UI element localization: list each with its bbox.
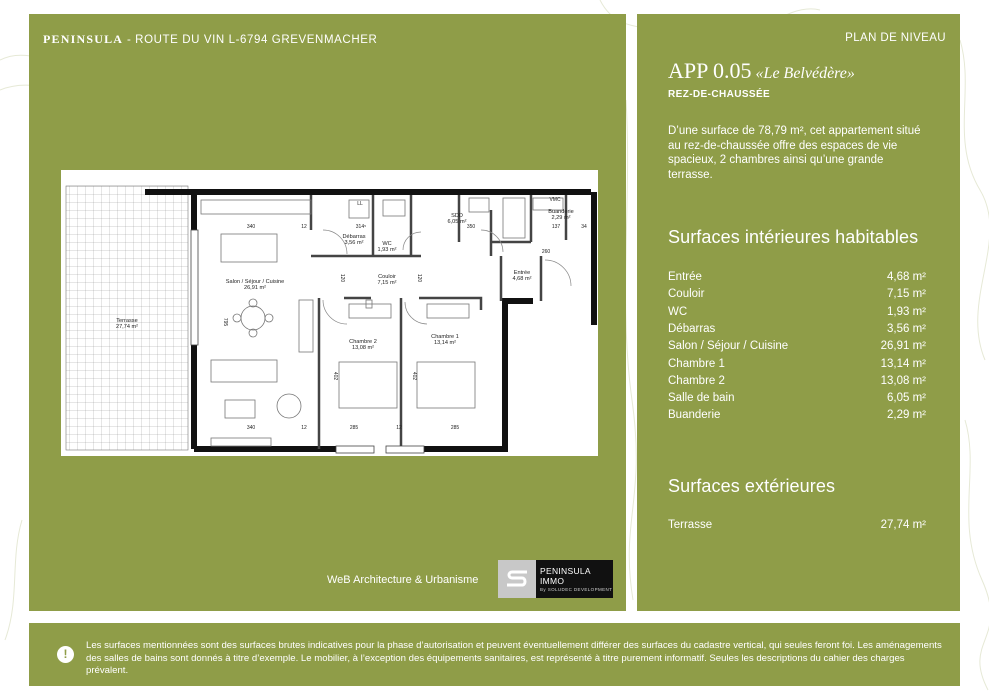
dim-137: 137: [551, 224, 561, 230]
ll-label: LL: [357, 201, 363, 207]
dim-795: 795: [222, 317, 228, 327]
peninsula-immo-logo: [498, 560, 613, 598]
exterior-surfaces-heading: Surfaces extérieures: [668, 476, 836, 496]
floor-plan: [61, 170, 598, 456]
dim-402-b: 402: [411, 371, 417, 381]
surface-row: [668, 375, 926, 392]
surface-value: 13,14 m²: [880, 357, 926, 370]
surface-label: Terrasse: [668, 519, 713, 531]
room-chambre2-area: 13,08 m²: [351, 345, 375, 351]
room-debarras-area: 3,56 m²: [344, 240, 364, 246]
surface-label: Chambre 1: [668, 357, 725, 370]
surface-value: 27,74 m²: [880, 519, 926, 531]
surface-value: 7,15 m²: [887, 288, 926, 301]
dim-350: 350: [466, 224, 476, 230]
surface-row: [668, 271, 926, 288]
surface-value: 6,05 m²: [887, 392, 926, 405]
disclaimer-bar: [29, 623, 960, 686]
surface-row: [668, 306, 926, 323]
brand-name: PENINSULA: [43, 32, 124, 46]
dim-285-b: 285: [450, 425, 460, 431]
room-chambre2-name: Chambre 2: [349, 339, 377, 345]
room-couloir-area: 7,15 m²: [377, 280, 397, 286]
dim-120-b: 120: [416, 273, 422, 283]
room-salon-name: Salon / Séjour / Cuisine: [225, 279, 285, 285]
room-wc-name: WC: [382, 241, 392, 247]
dim-120-a: 120: [339, 273, 345, 283]
surface-value: 4,68 m²: [887, 271, 926, 283]
dim-285-a: 285: [349, 425, 359, 431]
surface-row: [668, 358, 926, 375]
floor-plan-drawing: [61, 170, 598, 456]
room-chambre1-name: Chambre 1: [431, 334, 459, 340]
room-salon-area: 26,91 m²: [243, 285, 267, 291]
logo-name: PENINSULA IMMO: [540, 566, 591, 586]
plan-type-label: PLAN DE NIVEAU: [845, 32, 946, 44]
room-sdd-name: SDD: [451, 213, 463, 219]
vmc-label: VMC: [549, 197, 561, 203]
room-sdd-area: 6,05 m²: [447, 219, 467, 225]
surface-label: Salle de bain: [668, 392, 735, 405]
project-brand: [43, 32, 377, 47]
interior-surfaces-heading: Surfaces intérieures habitables: [668, 227, 919, 247]
apartment-description: D’une surface de 78,79 m², cet appartement situé au rez-de-chaussée offre des espaces de vie spacieux, 2 chambres ainsi qu’une grande terrasse.: [668, 125, 921, 181]
dim-340-bottom: 340: [246, 425, 256, 431]
surface-row: [668, 409, 926, 426]
surface-value: 3,56 m²: [887, 322, 926, 335]
room-terrasse-name: Terrasse: [116, 318, 138, 324]
room-buanderie-name: Buanderie: [548, 209, 574, 215]
dim-34: 34: [581, 224, 587, 230]
dim-340-top: 340: [246, 224, 256, 230]
surface-label: WC: [668, 305, 688, 318]
surface-row: [668, 288, 926, 305]
room-chambre1-area: 13,14 m²: [433, 340, 457, 346]
surface-row: [668, 392, 926, 409]
surface-label: Salon / Séjour / Cuisine: [668, 340, 789, 353]
surface-label: Entrée: [668, 271, 702, 283]
room-entree-name: Entrée: [513, 270, 531, 276]
surface-value: 13,08 m²: [880, 374, 926, 387]
dim-12-b2: 12: [396, 425, 402, 431]
room-debarras-name: Débarras: [342, 234, 366, 240]
room-buanderie-area: 2,29 m²: [551, 215, 571, 221]
surface-value: 26,91 m²: [880, 340, 926, 353]
exclamation-icon: !: [57, 646, 74, 663]
surface-label: Chambre 2: [668, 374, 725, 387]
floor-plan-panel: [29, 14, 626, 611]
dim-12-b1: 12: [301, 425, 307, 431]
dim-12-top: 12: [301, 224, 307, 230]
room-entree-area: 4,68 m²: [512, 276, 532, 282]
surface-label: Buanderie: [668, 409, 721, 422]
surface-label: Débarras: [668, 322, 716, 335]
apartment-name: «Le Belvédère»: [755, 65, 855, 82]
surface-label: Couloir: [668, 288, 705, 301]
disclaimer-text: Les surfaces mentionnées sont des surfaces brutes indicatives pour la phase d’autorisation et peuvent éventuellement différer des surfaces du cadastre vertical, qui seules feront foi. Les aménagements des salles de bains sont donnés à titre d’exemple. Le mobilier, à l’exception des équipements sanitaires, est représenté à titre purement informatif. Seules les descriptions du cahier des charges prévalent.: [86, 640, 942, 676]
surface-row: [668, 323, 926, 340]
architect-credit: WeB Architecture & Urbanisme: [327, 574, 479, 586]
surface-row: [668, 519, 926, 536]
apartment-info-panel: [637, 14, 960, 611]
surface-row: [668, 340, 926, 357]
surface-value: 2,29 m²: [887, 409, 926, 422]
dim-314: 314⁵: [355, 224, 367, 230]
logo-subtitle: By SOLUDEC DEVELOPMENT: [540, 587, 613, 592]
logo-s-mark-icon: [498, 560, 536, 598]
room-wc-area: 1,93 m²: [377, 247, 397, 253]
brand-address: - ROUTE DU VIN L-6794 GREVENMACHER: [123, 34, 378, 46]
surface-value: 1,93 m²: [887, 305, 926, 318]
room-couloir-name: Couloir: [378, 274, 396, 280]
apartment-code: APP 0.05: [668, 58, 752, 83]
dim-260: 260: [541, 249, 551, 255]
dim-402-a: 402: [332, 371, 338, 381]
floor-level: REZ-DE-CHAUSSÉE: [668, 89, 771, 100]
apartment-title: [668, 58, 855, 84]
room-terrasse-area: 27,74 m²: [115, 324, 139, 330]
